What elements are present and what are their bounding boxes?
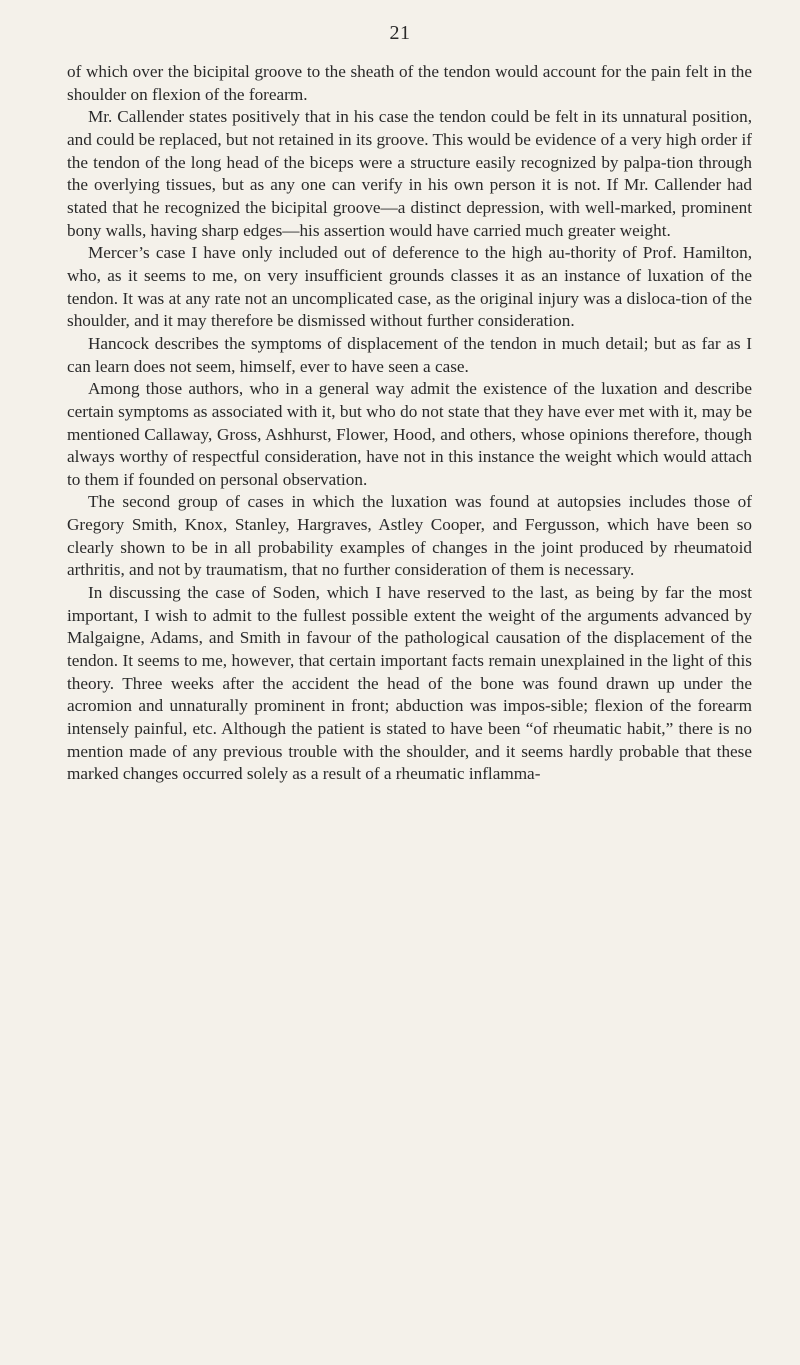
body-text bbox=[67, 61, 752, 786]
paragraph-autopsies: The second group of cases in which the luxation was found at autopsies includes those of Gregory Smith, Knox, Stanley, Hargraves, Astley Cooper, and Fergusson, which have been so clearly shown to be in all probability examples of changes in the joint produced by rheumatoid arthritis, and not by traumatism, that no further consideration of them is necessary. bbox=[67, 492, 752, 580]
paragraph-mercer: Mercer’s case I have only included out of deference to the high au-thority of Prof. Hamilton, who, as it seems to me, on very insufficient grounds classes it as an instance of luxation of the tendon. It was at any rate not an uncomplicated case, as the original injury was a disloca-tion of the shoulder, and it may therefore be dismissed without further consideration. bbox=[67, 243, 752, 331]
paragraph-authors: Among those authors, who in a general way admit the existence of the luxation and describe certain symptoms as associated with it, but who do not state that they have ever met with it, may be mentioned Callaway, Gross, Ashhurst, Flower, Hood, and others, whose opinions therefore, though always worthy of respectful consideration, have not in this instance the weight which would attach to them if founded on personal observation. bbox=[67, 379, 752, 489]
page-number: 21 bbox=[389, 22, 411, 44]
paragraph-soden: In discussing the case of Soden, which I have reserved to the last, as being by far the most important, I wish to admit to the fullest possible extent the weight of the arguments advanced by Malgaigne, Adams, and Smith in favour of the pathological causation of the displacement of the tendon. It seems to me, however, that certain important facts remain unexplained in the light of this theory. Three weeks after the accident the head of the bone was found drawn up under the acromion and unnaturally prominent in front; abduction was impos-sible; flexion of the forearm intensely painful, etc. Although the patient is stated to have been “of rheumatic habit,” there is no mention made of any previous trouble with the shoulder, and it seems hardly probable that these marked changes occurred solely as a result of a rheumatic inflamma- bbox=[67, 583, 752, 784]
paragraph-continued: of which over the bicipital groove to the sheath of the tendon would account for the pain felt in the shoulder on flexion of the forearm. bbox=[67, 62, 752, 104]
paragraph-callender: Mr. Callender states positively that in his case the tendon could be felt in its unnatural position, and could be replaced, but not retained in its groove. This would be evidence of a very high order if the tendon of the long head of the biceps were a structure easily recognized by palpa-tion through the overlying tissues, but as any one can verify in his own person it is not. If Mr. Callender had stated that he recognized the bicipital groove—a distinct depression, with well-marked, prominent bony walls, having sharp edges—his assertion would have carried much greater weight. bbox=[67, 107, 752, 240]
paragraph-hancock: Hancock describes the symptoms of displacement of the tendon in much detail; but as far as I can learn does not seem, himself, ever to have seen a case. bbox=[67, 333, 752, 376]
